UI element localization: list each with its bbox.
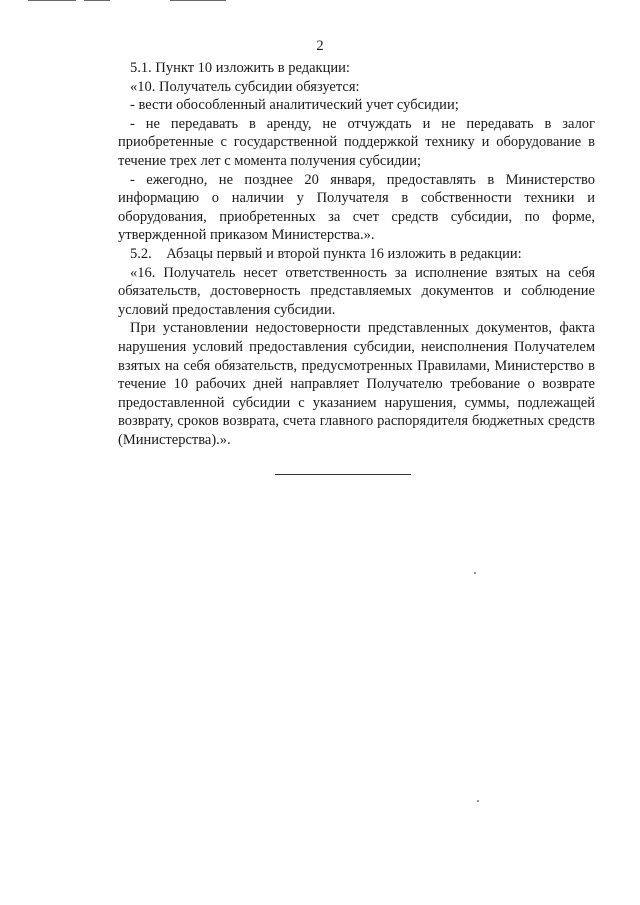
paragraph-10-item-annual-report: - ежегодно, не позднее 20 января, предоставлять в Министерство информацию о наличии у Получателя в собственности техники и оборудования, приобретенных за счет средств субсидии, по форме, утвержденной приказом Министерства.».: [118, 171, 595, 244]
paragraph-16-responsibility: «16. Получатель несет ответственность за исполнение взятых на себя обязательств, достоверность представляемых документов и соблюдение условий предоставления субсидии.: [118, 264, 595, 318]
scan-speck: [477, 800, 479, 802]
paragraph-5-1-heading: 5.1. Пункт 10 изложить в редакции:: [130, 60, 350, 76]
scan-top-mark-middle: [84, 0, 110, 1]
page-number: 2: [316, 38, 324, 54]
paragraph-10-item-accounting: - вести обособленный аналитический учет субсидии;: [130, 97, 459, 114]
paragraph-10-item-no-lease: - не передавать в аренду, не отчуждать и не передавать в залог приобретенные с государственной поддержкой технику и оборудование в течение трех лет с момента получения субсидии;: [118, 115, 595, 169]
scan-speck: [474, 572, 476, 574]
scan-top-mark-left: [28, 0, 76, 1]
scan-top-mark-right: [170, 0, 226, 1]
paragraph-10-intro: «10. Получатель субсидии обязуется:: [130, 78, 360, 95]
paragraph-16-refund-demand: При установлении недостоверности представленных документов, факта нарушения условий предоставления субсидии, неисполнения Получателем взятых на себя обязательств, предусмотренных Правилами, Министерство в течение 10 рабочих дней направляет Получателю требование о возврате предоставленной субсидии с указанием нарушения, суммы, подлежащей возврату, сроков возврата, счета главного распорядителя бюджетных средств (Министерства).».: [118, 320, 595, 448]
document-body: [118, 59, 595, 449]
closing-rule: [275, 474, 411, 475]
paragraph-5-2-heading: 5.2. Абзацы первый и второй пункта 16 изложить в редакции:: [130, 245, 522, 262]
